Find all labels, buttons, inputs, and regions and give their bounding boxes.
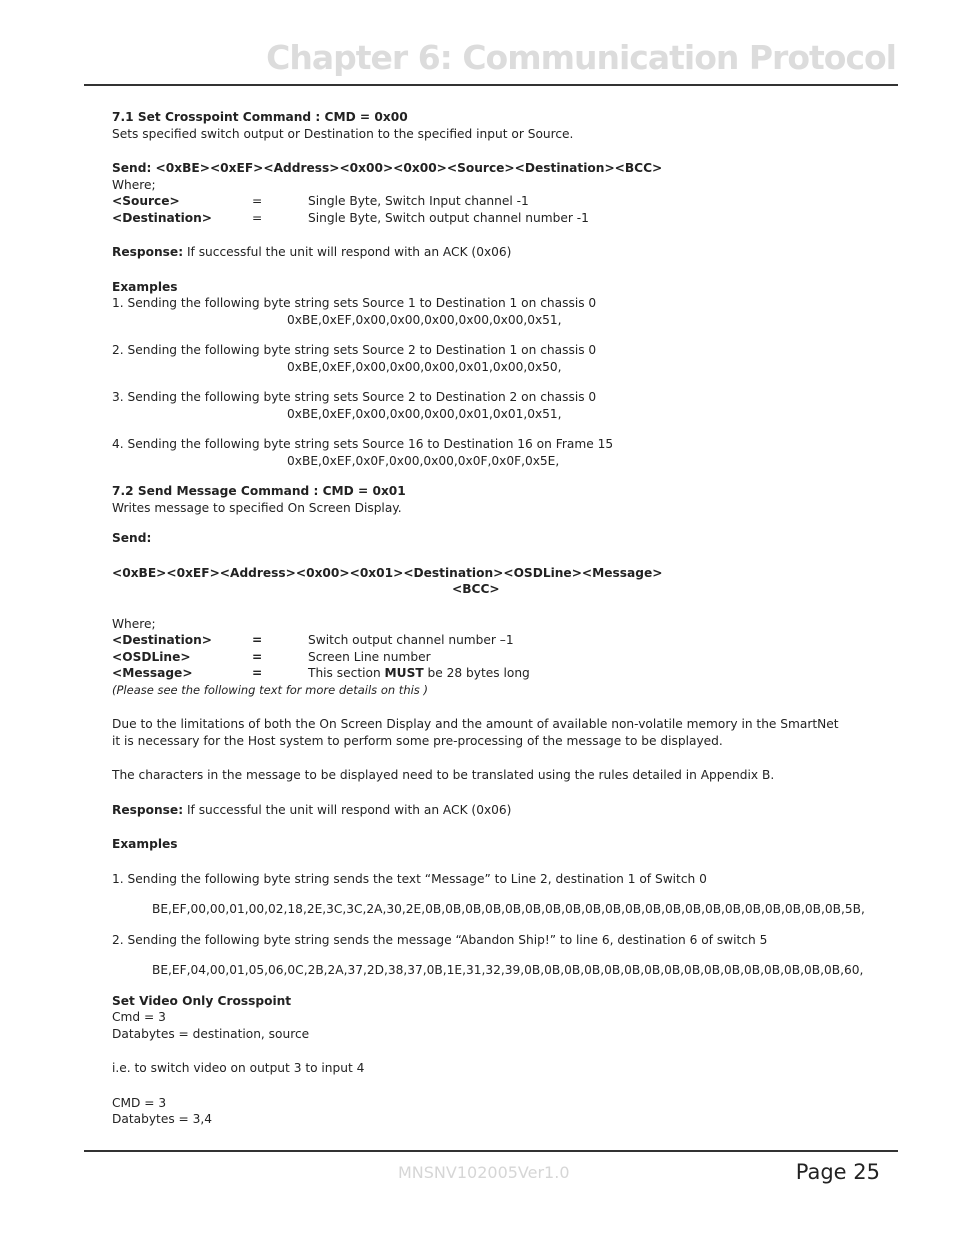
definition-value: Single Byte, Switch Input channel -1 — [308, 194, 529, 208]
paragraph: The characters in the message to be displayed need to be translated using the rules detailed in Appendix B. — [112, 768, 775, 782]
response-line — [112, 244, 852, 261]
where-label: Where; — [112, 616, 156, 631]
definition-key: <Source> — [112, 194, 180, 208]
example-text: 1. Sending the following byte string sets Source 1 to Destination 1 on chassis 0 — [112, 296, 597, 310]
video-heading: Set Video Only Crosspoint — [112, 993, 292, 1008]
paragraph: it is necessary for the Host system to perform some pre-processing of the message to be displayed. — [112, 733, 723, 748]
section-heading-7-1: 7.1 Set Crosspoint Command : CMD = 0x00 — [112, 110, 408, 124]
send-label: Send: — [112, 531, 152, 545]
definition-row — [112, 193, 852, 210]
footer-rule — [84, 1150, 898, 1152]
where-label: Where; — [112, 177, 156, 192]
example-text: 4. Sending the following byte string sets Source 16 to Destination 16 on Frame 15 — [112, 437, 614, 451]
examples-heading: Examples — [112, 837, 178, 851]
video-line: CMD = 3 — [112, 1095, 167, 1110]
definition-row — [112, 632, 852, 649]
definition-eq: = — [252, 633, 263, 647]
definition-row — [112, 649, 852, 666]
definition-value: Screen Line number — [308, 649, 431, 664]
paragraph: Due to the limitations of both the On Screen Display and the amount of available non-volatile memory in the SmartNet — [112, 717, 839, 731]
value-emphasis: MUST — [384, 666, 424, 680]
definition-value: Switch output channel number –1 — [308, 633, 514, 647]
example-data: BE,EF,00,00,01,00,02,18,2E,3C,3C,2A,30,2E,0B,0B,0B,0B,0B,0B,0B,0B,0B,0B,0B,0B,0B,0B,0B,0B,0B,0B,0B,0B,0B,5B, — [152, 902, 865, 916]
response-label: Response: — [112, 802, 184, 817]
value-pre: This section — [308, 666, 385, 680]
response-label: Response: — [112, 245, 184, 259]
video-line: i.e. to switch video on output 3 to input 4 — [112, 1061, 365, 1075]
value-post: be 28 bytes long — [423, 666, 530, 680]
example-text: 2. Sending the following byte string sends the message “Abandon Ship!” to line 6, destination 6 of switch 5 — [112, 932, 768, 947]
definition-key: <Destination> — [112, 210, 213, 225]
response-text: If successful the unit will respond with an ACK (0x06) — [183, 245, 512, 259]
example-code: 0xBE,0xEF,0x00,0x00,0x00,0x01,0x00,0x50, — [287, 359, 562, 374]
section-description: Sets specified switch output or Destination to the specified input or Source. — [112, 126, 574, 141]
send-command: Send: <0xBE><0xEF><Address><0x00><0x00><Source><Destination><BCC> — [112, 161, 663, 175]
definition-eq: = — [252, 210, 263, 225]
video-line: Databytes = destination, source — [112, 1026, 310, 1041]
response-line — [112, 802, 852, 819]
chapter-title: Chapter 6: Communication Protocol — [266, 38, 896, 77]
example-code: 0xBE,0xEF,0x00,0x00,0x00,0x00,0x00,0x51, — [287, 312, 562, 327]
section-description: Writes message to specified On Screen Display. — [112, 500, 402, 515]
example-code: 0xBE,0xEF,0x0F,0x00,0x00,0x0F,0x0F,0x5E, — [287, 453, 560, 468]
examples-heading: Examples — [112, 279, 178, 294]
definition-value: Single Byte, Switch output channel number -1 — [308, 210, 589, 225]
video-line: Databytes = 3,4 — [112, 1112, 213, 1126]
example-text: 3. Sending the following byte string sets Source 2 to Destination 2 on chassis 0 — [112, 390, 597, 404]
example-text: 1. Sending the following byte string sends the text “Message” to Line 2, destination 1 of Switch 0 — [112, 871, 707, 886]
header-rule — [84, 84, 898, 86]
response-text: If successful the unit will respond with an ACK (0x06) — [183, 802, 512, 817]
definition-value — [308, 665, 530, 682]
definition-row — [112, 210, 852, 227]
example-code: 0xBE,0xEF,0x00,0x00,0x00,0x01,0x01,0x51, — [287, 406, 562, 421]
example-data: BE,EF,04,00,01,05,06,0C,2B,2A,37,2D,38,37,0B,1E,31,32,39,0B,0B,0B,0B,0B,0B,0B,0B,0B,0B,0B,0B,0B,0B,0B,0B,60, — [152, 963, 864, 977]
page-number: Page 25 — [795, 1160, 880, 1184]
send-command: <0xBE><0xEF><Address><0x00><0x01><Destination><OSDLine><Message> — [112, 565, 663, 580]
definition-key: <Destination> — [112, 633, 213, 647]
page-content — [112, 109, 865, 1128]
video-line: Cmd = 3 — [112, 1010, 166, 1024]
send-bcc: <BCC> — [452, 582, 500, 596]
definition-key: <Message> — [112, 666, 193, 680]
note: (Please see the following text for more details on this ) — [112, 682, 428, 697]
definition-row — [112, 665, 852, 682]
definition-eq: = — [252, 194, 263, 208]
section-heading-7-2: 7.2 Send Message Command : CMD = 0x01 — [112, 484, 406, 498]
example-text: 2. Sending the following byte string sets Source 2 to Destination 1 on chassis 0 — [112, 343, 597, 357]
document-id: MNSNV102005Ver1.0 — [398, 1163, 570, 1182]
definition-eq: = — [252, 649, 263, 664]
definition-key: <OSDLine> — [112, 649, 191, 664]
definition-eq: = — [252, 666, 263, 680]
